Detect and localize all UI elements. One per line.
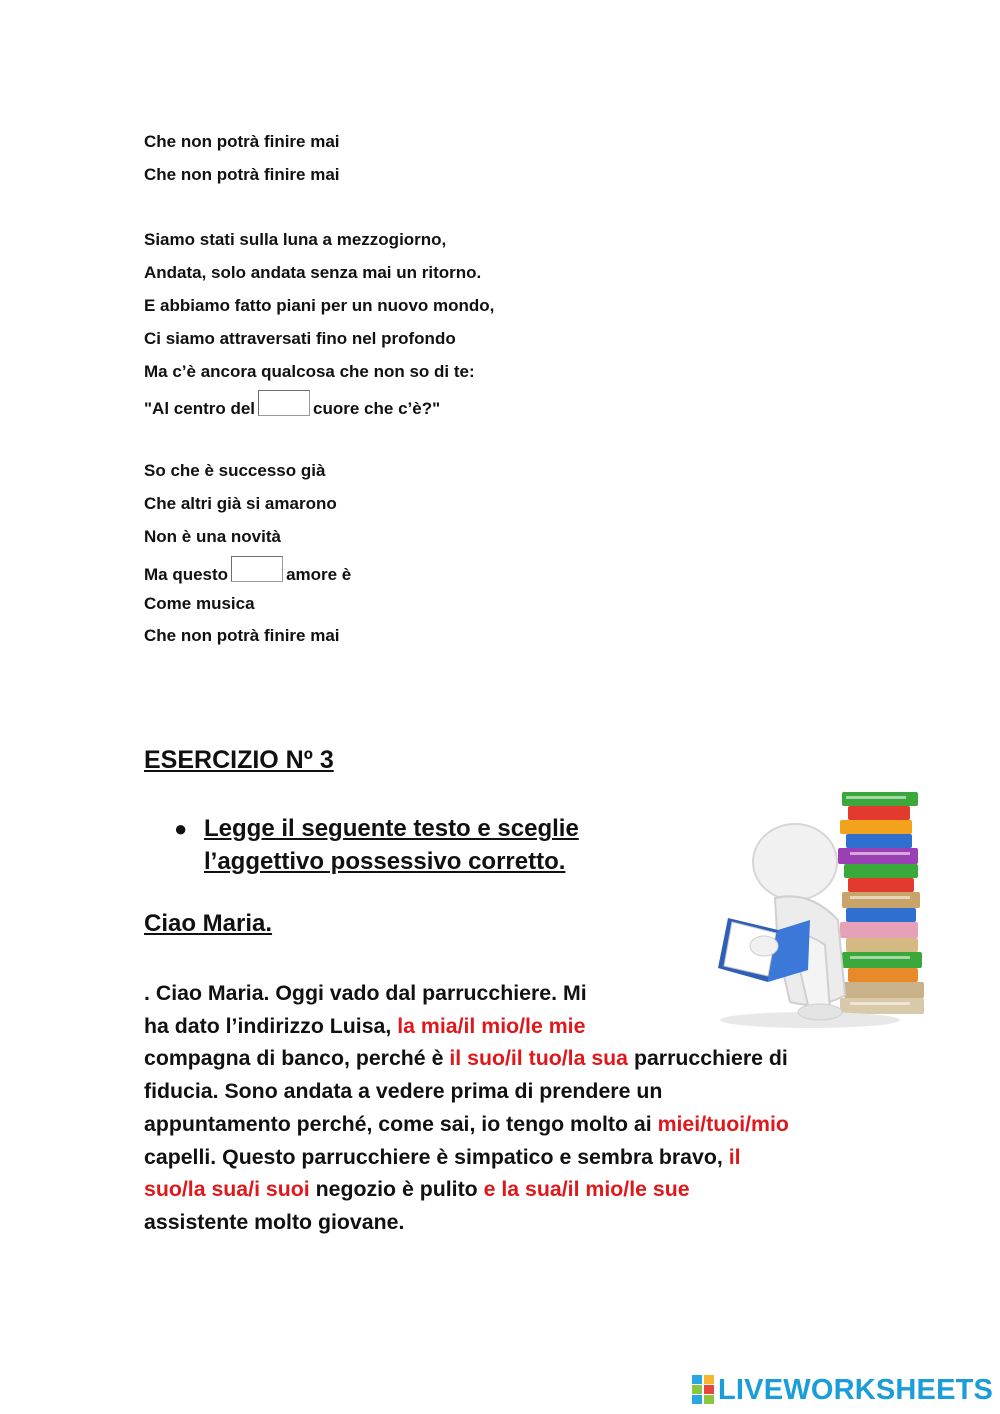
choice-option-4-start[interactable]: il (728, 1144, 741, 1169)
para-line: assistente molto giovane. (144, 1209, 405, 1234)
para-text: compagna di banco, perché è (144, 1046, 444, 1071)
lyric-line: Ci siamo attraversati fino nel profondo (144, 329, 456, 348)
lyric-line: Come musica (144, 594, 255, 613)
exercise-title: ESERCIZIO Nº 3 (144, 746, 334, 774)
instruction-line-2: l’aggettivo possessivo corretto. (204, 848, 566, 875)
choice-option-2[interactable]: il suo/il tuo/la sua (449, 1046, 629, 1071)
lyric-line-with-blank (144, 390, 440, 419)
para-line (144, 1042, 864, 1075)
para-text: capelli. Questo parrucchiere è simpatico e sembra bravo, (144, 1144, 723, 1169)
lyric-line: Ma c’è ancora qualcosa che non so di te: (144, 362, 475, 381)
para-line (144, 1010, 864, 1043)
instruction (174, 812, 644, 878)
answer-input-2[interactable] (231, 556, 283, 582)
choice-option-1[interactable]: la mia/il mio/le mie (397, 1013, 586, 1038)
lyric-line: Che non potrà finire mai (144, 132, 340, 151)
lyric-line: Che non potrà finire mai (144, 626, 340, 645)
exercise-paragraph (144, 977, 864, 1239)
para-line (144, 1173, 864, 1206)
blank-2-before: Ma questo (144, 565, 229, 584)
blank-2-after: amore è (286, 565, 352, 584)
lyric-line: Non è una novità (144, 527, 281, 546)
liveworksheets-mark-icon (692, 1375, 714, 1405)
para-line (144, 1141, 864, 1174)
open-book-icon (718, 918, 810, 982)
para-line (144, 1108, 864, 1141)
choice-option-4-end[interactable]: suo/la sua/i suoi (144, 1177, 310, 1202)
lyric-line: Che altri già si amarono (144, 494, 337, 513)
blank-1-before: "Al centro del (144, 399, 256, 418)
lyric-line: Siamo stati sulla luna a mezzogiorno, (144, 230, 447, 249)
logo-text: LIVEWORKSHEETS (718, 1373, 994, 1406)
para-text: parrucchiere di (633, 1046, 788, 1071)
bullet-icon: ● (174, 816, 188, 841)
para-line: . Ciao Maria. Oggi vado dal parrucchiere. Mi (144, 981, 587, 1005)
choice-option-3[interactable]: miei/tuoi/mio (657, 1111, 789, 1136)
lyric-line: E abbiamo fatto piani per un nuovo mondo, (144, 296, 495, 315)
para-line: fiducia. Sono andata a vedere prima di prendere un (144, 1079, 663, 1104)
answer-input-1[interactable] (258, 390, 310, 416)
liveworksheets-logo (692, 1372, 993, 1408)
greeting: Ciao Maria. (144, 910, 273, 937)
para-text: appuntamento perché, come sai, io tengo molto ai (144, 1111, 652, 1136)
lyric-line: Che non potrà finire mai (144, 165, 340, 184)
choice-option-5[interactable]: e la sua/il mio/le sue (483, 1177, 690, 1202)
instruction-line-1: Legge il seguente testo e sceglie (204, 815, 579, 842)
lyric-line-with-blank (144, 556, 351, 585)
para-text: ha dato l’indirizzo Luisa, (144, 1013, 392, 1038)
para-text: negozio è pulito (315, 1177, 478, 1202)
lyric-line: Andata, solo andata senza mai un ritorno. (144, 263, 482, 282)
blank-1-after: cuore che c’è?" (313, 399, 441, 418)
lyric-line: So che è successo già (144, 461, 326, 480)
